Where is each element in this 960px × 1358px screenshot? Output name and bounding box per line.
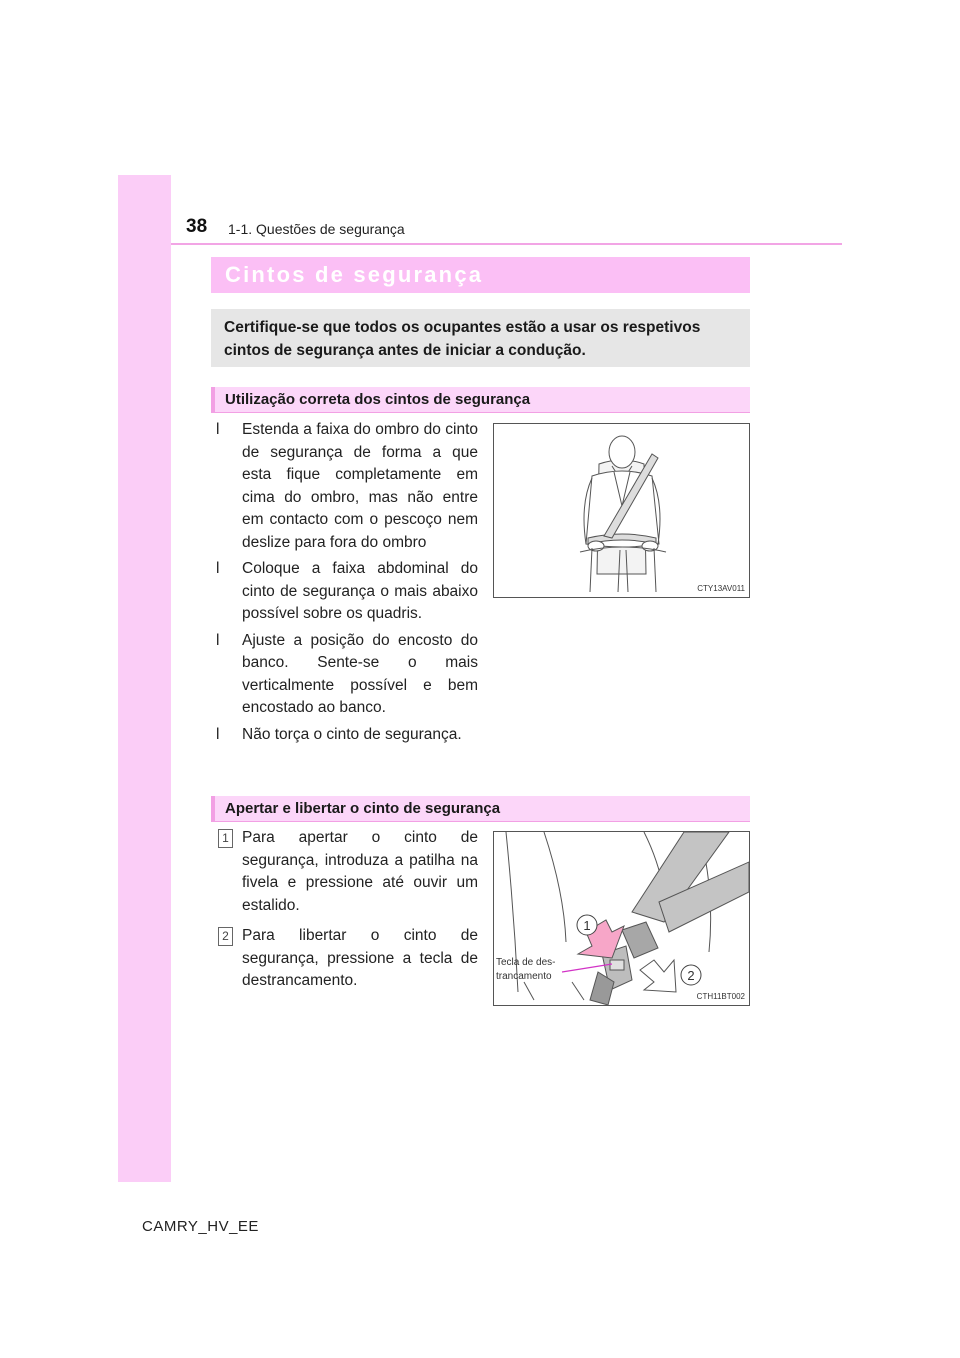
bullet-text: Não torça o cinto de segurança. — [242, 725, 462, 743]
footer-code: CAMRY_HV_EE — [142, 1218, 259, 1235]
bullet-text: Estenda a faixa do ombro do cinto de segurança de forma a que esta fique completamente em cima do ombro, mas não entre em contacto com o pescoço nem deslize para fora do ombro — [242, 421, 478, 551]
list-item — [216, 630, 478, 720]
bullet-mark: l — [216, 631, 220, 649]
intro-box — [211, 309, 750, 367]
section-heading-fasten-release — [211, 796, 750, 822]
step-text: Para libertar o cinto de segurança, pressione a tecla de destrancamento. — [242, 927, 478, 989]
release-button-label — [496, 956, 555, 984]
chapter-title: 1-1. Questões de segurança — [228, 221, 405, 237]
seated-person-illustration — [494, 424, 749, 597]
bullet-mark: l — [216, 725, 220, 743]
page-number: 38 — [186, 216, 208, 237]
bullet-list — [216, 419, 478, 750]
bullet-mark: l — [216, 560, 220, 577]
figure-code: CTY13AV011 — [697, 584, 745, 593]
step-number: 1 — [218, 829, 233, 848]
bullet-mark: l — [216, 421, 220, 438]
step-text: Para apertar o cinto de segurança, introduza a patilha na fivela e pressione até ouvir um estalido. — [242, 829, 478, 914]
bullet-text: Coloque a faixa abdominal do cinto de segurança o mais abaixo possível sobre os quadris. — [242, 560, 478, 622]
list-item — [216, 419, 478, 554]
list-item — [216, 925, 478, 993]
list-item — [216, 827, 478, 917]
callout-1: 1 — [583, 918, 591, 933]
section-heading-correct-use — [211, 387, 750, 413]
step-number: 2 — [218, 927, 233, 946]
bullet-text: Ajuste a posição do encosto do banco. Sente-se o mais verticalmente possível e bem encostado ao banco. — [242, 631, 478, 716]
page-title: Cintos de segurança — [225, 262, 484, 287]
list-item — [216, 558, 478, 626]
section-heading-text: Apertar e libertar o cinto de segurança — [225, 800, 501, 817]
callout-2: 2 — [687, 968, 695, 983]
release-label-line-1: Tecla de des- — [496, 957, 556, 968]
title-bar — [211, 257, 750, 293]
release-label-line-2: trancamento — [496, 971, 552, 982]
intro-text: Certifique-se que todos os ocupantes estão a usar os respetivos cintos de segurança antes de iniciar a condução. — [224, 319, 701, 359]
figure-code: CTH11BT002 — [696, 992, 745, 1001]
list-item — [216, 724, 478, 747]
step-list — [216, 827, 478, 1001]
section-heading-text: Utilização correta dos cintos de segurança — [225, 391, 531, 408]
sidebar-tab — [118, 175, 171, 1182]
seated-person-figure — [493, 423, 750, 598]
header-divider — [171, 243, 842, 245]
